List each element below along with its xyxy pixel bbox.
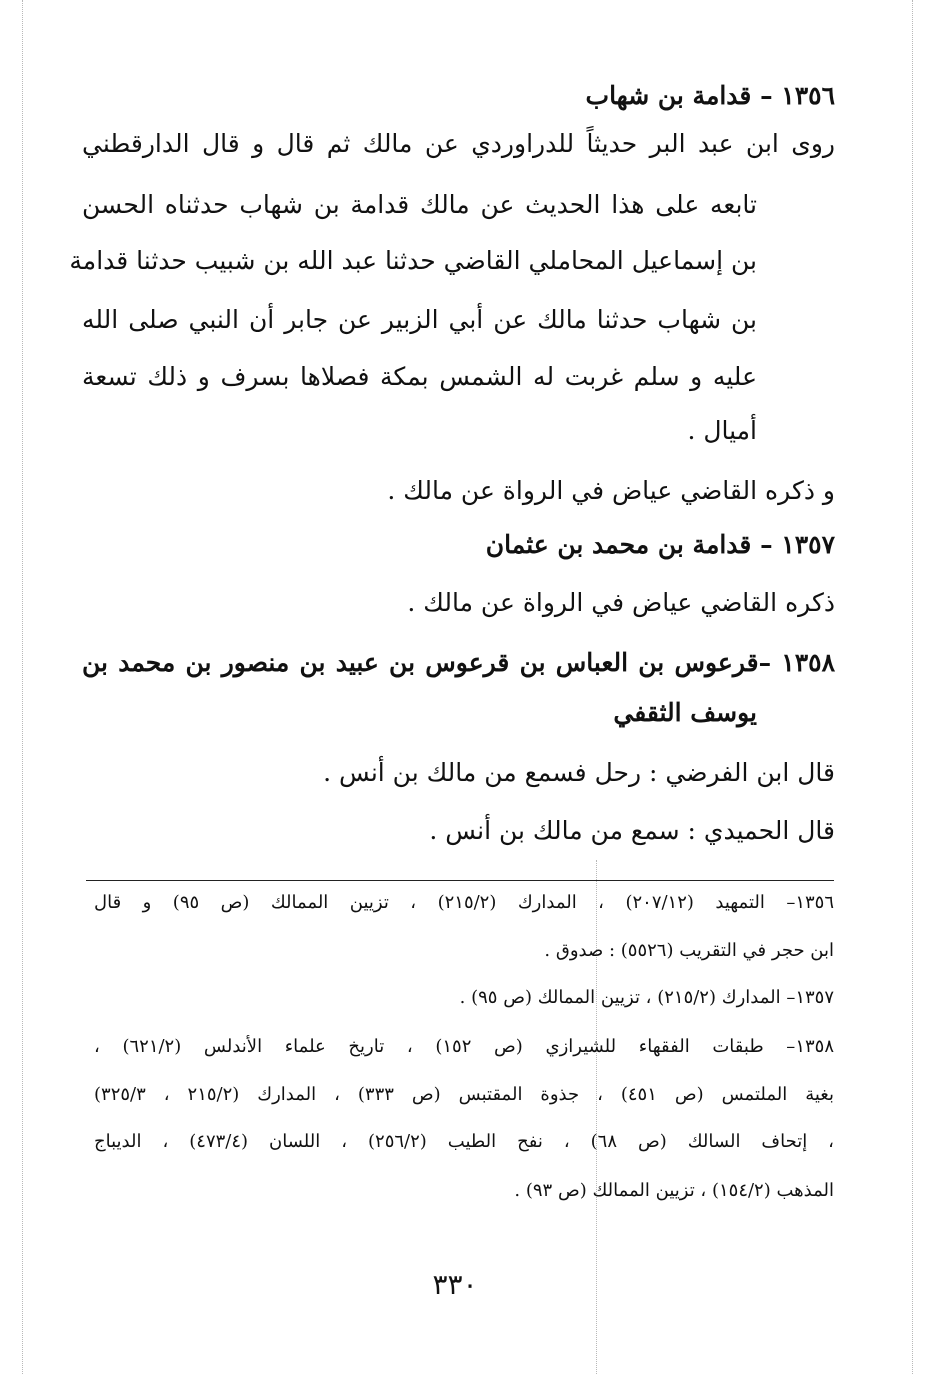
footnote-line: ١٣٥٧– المدارك (٢١٥/٢) ، تزيين الممالك (ص ٩٥) . [459, 987, 834, 1008]
body-line: قال الحميدي : سمع من مالك بن أنس . [429, 816, 835, 845]
body-line: بن إسماعيل المحاملي القاضي حدثنا عبد الله بن شبيب حدثنا قدامة [69, 246, 757, 275]
entry-heading-1356: ١٣٥٦ – قدامة بن شهاب [585, 81, 835, 110]
body-line: أميال . [687, 416, 757, 445]
footnote-separator [86, 880, 834, 881]
page-number: ٣٣٠ [432, 1268, 478, 1301]
body-line: روى ابن عبد البر حديثاً للدراوردي عن مالك ثم قال و قال الدارقطني [82, 129, 835, 158]
entry-heading-1358: ١٣٥٨ –قرعوس بن العباس بن قرعوس بن عبيد بن منصور بن محمد بن [82, 648, 835, 677]
footnote-line: المذهب (١٥٤/٢) ، تزيين الممالك (ص ٩٣) . [514, 1180, 834, 1201]
scan-dotted-line-left [22, 0, 23, 1374]
body-line: قال ابن الفرضي : رحل فسمع من مالك بن أنس . [323, 758, 835, 787]
footnote-line: بغية الملتمس (ص ٤٥١) ، جذوة المقتبس (ص ٣٣٣) ، المدارك (٢١٥/٢ ، ٣٢٥/٣) [94, 1084, 834, 1105]
footnote-line: ١٣٥٨– طبقات الفقهاء للشيرازي (ص ١٥٢) ، تاريخ علماء الأندلس (٦٢١/٢) ، [94, 1036, 834, 1057]
entry-heading-1357: ١٣٥٧ – قدامة بن محمد بن عثمان [485, 530, 835, 559]
footnote-line: ابن حجر في التقريب (٥٥٢٦) : صدوق . [544, 940, 834, 961]
footnote-line: ١٣٥٦– التمهيد (٢٠٧/١٢) ، المدارك (٢١٥/٢) ، تزيين الممالك (ص ٩٥) و قال [94, 892, 835, 913]
scan-dotted-line-right [912, 0, 913, 1374]
body-line: تابعه على هذا الحديث عن مالك قدامة بن شهاب حدثناه الحسن [82, 190, 757, 219]
body-line: ذكره القاضي عياض في الرواة عن مالك . [407, 588, 835, 617]
body-line: و ذكره القاضي عياض في الرواة عن مالك . [387, 476, 835, 505]
body-line: يوسف الثقفي [613, 698, 757, 727]
body-line: عليه و سلم غربت له الشمس بمكة فصلاها بسرف و ذلك تسعة [82, 362, 757, 391]
body-line: بن شهاب حدثنا مالك عن أبي الزبير عن جابر أن النبي صلى الله [82, 305, 757, 334]
footnote-line: ، إتحاف السالك (ص ٦٨) ، نفح الطيب (٢٥٦/٢) ، اللسان (٤٧٣/٤) ، الديباج [94, 1131, 834, 1152]
